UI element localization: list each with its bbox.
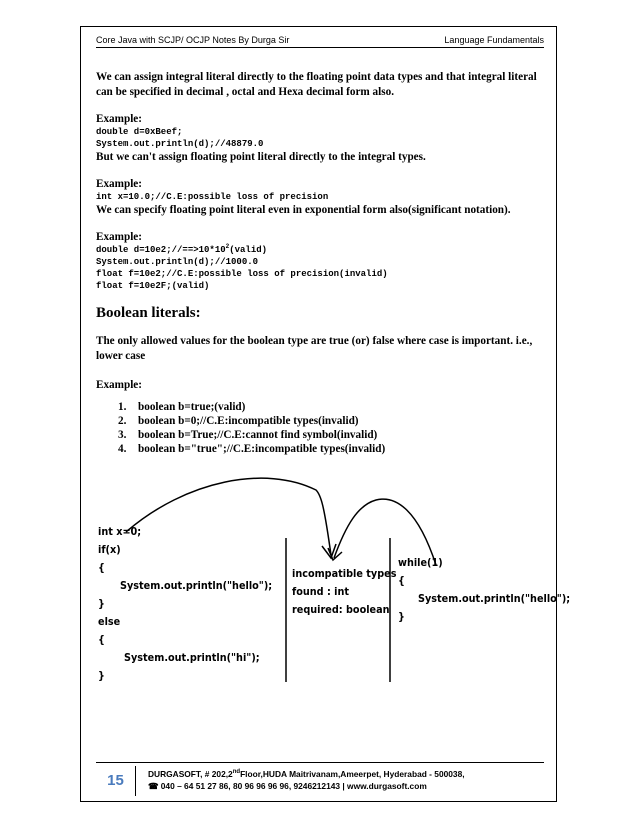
paragraph-float-to-integral: But we can't assign floating point literal directly to the integral types. xyxy=(96,151,426,163)
code-line: System.out.println("hi"); xyxy=(124,651,260,664)
address-text: Floor,HUDA Maitrivanam,Ameerpet, Hyderabad - 500038, xyxy=(240,769,465,779)
list-item xyxy=(118,442,544,456)
code-block-2 xyxy=(96,191,544,203)
code-line: } xyxy=(98,597,105,610)
list-item xyxy=(118,400,544,414)
code-line: } xyxy=(398,610,405,623)
boolean-examples-list xyxy=(96,400,544,456)
paragraph-boolean-values: The only allowed values for the boolean type are true (or) false where case is important. i.e., lower case xyxy=(96,335,533,362)
example-label: Example: xyxy=(96,231,142,243)
example-label: Example: xyxy=(96,379,142,391)
header-chapter-title: Language Fundamentals xyxy=(444,35,544,45)
paragraph-exponential-form: We can specify floating point literal even in exponential form also(significant notation). xyxy=(96,204,511,216)
error-line: found : int xyxy=(292,585,350,598)
code-line xyxy=(96,244,544,256)
code-line: float f=10e2F;(valid) xyxy=(96,281,210,291)
superscript: 2 xyxy=(225,243,230,250)
boolean-error-diagram xyxy=(96,470,571,690)
superscript: nd xyxy=(232,769,241,776)
code-line: double d=0xBeef; xyxy=(96,127,183,137)
code-line: else xyxy=(98,615,121,628)
code-line: while(1) xyxy=(398,556,443,569)
code-line: if(x) xyxy=(98,543,121,556)
code-line: { xyxy=(98,561,105,574)
contact-text: 040 – 64 51 27 86, 80 96 96 96 96, 9246212143 | www.durgasoft.com xyxy=(158,781,427,791)
page-footer xyxy=(96,762,544,802)
main-content xyxy=(96,70,544,456)
code-line: System.out.println(d);//1000.0 xyxy=(96,257,259,267)
paragraph-integral-to-float: We can assign integral literal directly to the floating point data types and that integral literal can be specified in decimal , octal and Hexa decimal form also. xyxy=(96,71,537,98)
example-label: Example: xyxy=(96,178,142,190)
list-text: boolean b="true";//C.E:incompatible types(invalid) xyxy=(138,443,386,455)
list-text: boolean b=0;//C.E:incompatible types(invalid) xyxy=(138,415,359,427)
section-title-boolean-literals: Boolean literals: xyxy=(96,305,201,321)
list-text: boolean b=true;(valid) xyxy=(138,401,246,413)
example-label: Example: xyxy=(96,113,142,125)
list-number: 2. xyxy=(118,415,127,427)
list-number: 1. xyxy=(118,401,127,413)
address-text: DURGASOFT, # 202,2 xyxy=(148,769,233,779)
code-text: double d=10e2;//==>10*10 xyxy=(96,245,226,255)
code-line: System.out.println(d);//48879.0 xyxy=(96,139,264,149)
list-number: 3. xyxy=(118,429,127,441)
code-line: { xyxy=(398,574,405,587)
code-block-1 xyxy=(96,126,544,150)
list-text: boolean b=True;//C.E:cannot find symbol(invalid) xyxy=(138,429,378,441)
page-number: 15 xyxy=(96,766,136,796)
page-header xyxy=(96,32,544,48)
list-item xyxy=(118,428,544,442)
code-line: float f=10e2;//C.E:possible loss of precision(invalid) xyxy=(96,269,388,279)
telephone-icon: ☎ xyxy=(148,781,159,791)
code-line: System.out.println("hello"); xyxy=(418,592,571,605)
error-line: incompatible types xyxy=(292,567,397,580)
list-number: 4. xyxy=(118,443,127,455)
arrow-left-curve xyxy=(126,478,331,555)
code-line: { xyxy=(98,633,105,646)
code-block-3 xyxy=(96,244,544,292)
footer-address xyxy=(148,768,465,792)
list-item xyxy=(118,414,544,428)
code-line: } xyxy=(98,669,105,682)
code-line: int x=0; xyxy=(98,525,142,538)
footer-contact-line xyxy=(148,780,465,792)
header-book-title: Core Java with SCJP/ OCJP Notes By Durga Sir xyxy=(96,35,290,45)
error-line: required: boolean xyxy=(292,603,390,616)
code-line: System.out.println("hello"); xyxy=(120,579,273,592)
footer-rule xyxy=(96,762,544,763)
code-text: (valid) xyxy=(229,245,268,255)
footer-address-line xyxy=(148,768,465,780)
code-line: int x=10.0;//C.E:possible loss of precision xyxy=(96,192,329,202)
